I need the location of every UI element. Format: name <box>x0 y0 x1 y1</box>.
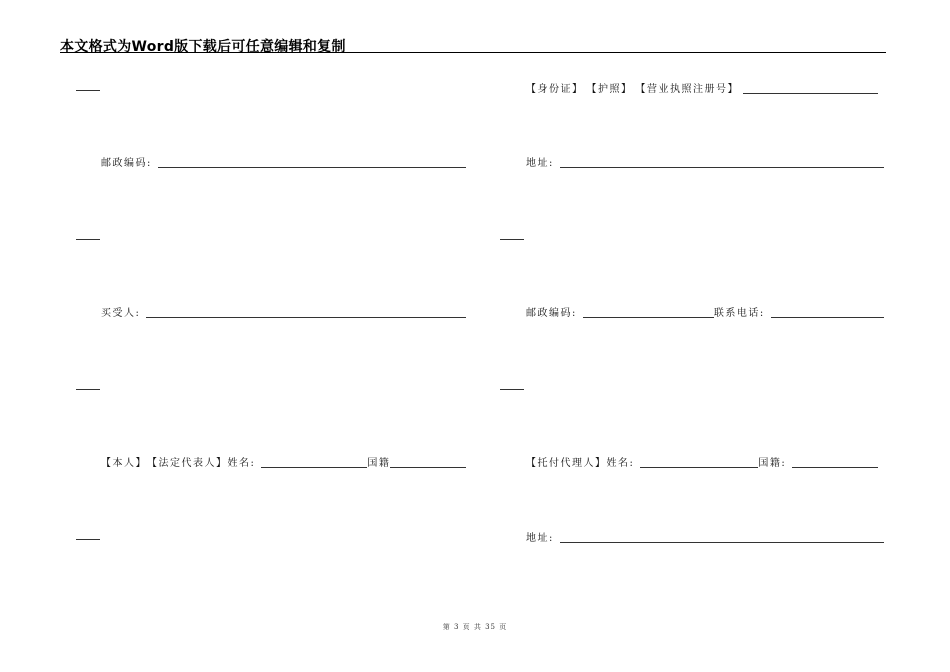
right-address-label: 地址: <box>526 158 554 169</box>
page-number: 第 3 页 共 35 页 <box>442 623 508 631</box>
left-postal-label: 邮政编码: <box>101 158 152 169</box>
legal-rep-row <box>101 454 466 469</box>
left-nationality-field[interactable] <box>390 457 466 468</box>
buyer-row <box>101 304 466 319</box>
right-address-field[interactable] <box>560 157 884 168</box>
left-name-field[interactable] <box>261 457 367 468</box>
right-postal-field[interactable] <box>583 307 714 318</box>
agent-name-label: 姓名: <box>606 458 635 469</box>
bracket-id-card-label: 【身份证】 <box>526 84 584 95</box>
right-address2-row <box>526 529 884 544</box>
left-nationality-label: 国籍 <box>367 458 391 469</box>
bracket-passport-label: 【护照】 <box>586 84 633 95</box>
left-postal-field[interactable] <box>158 157 466 168</box>
bracket-self-label: 【本人】 <box>101 458 147 469</box>
agent-nationality-field[interactable] <box>792 457 878 468</box>
bracket-agent-label: 【托付代理人】 <box>526 458 607 469</box>
left-postal-row <box>101 154 466 169</box>
page-header-title: 本文格式为Word版下载后可任意编辑和复制 <box>60 39 346 55</box>
buyer-label: 买受人: <box>101 308 141 319</box>
buyer-field[interactable] <box>146 307 466 318</box>
left-dash-4 <box>76 539 100 540</box>
bracket-legal-rep-label: 【法定代表人】 <box>147 458 228 469</box>
left-name-label: 姓名: <box>227 458 256 469</box>
left-dash-1 <box>76 90 100 91</box>
right-dash-1 <box>500 239 524 240</box>
bracket-license-label: 【营业执照注册号】 <box>635 84 739 95</box>
right-postal-phone-row <box>526 304 884 319</box>
id-document-row <box>526 80 878 95</box>
right-dash-2 <box>500 389 524 390</box>
agent-row <box>526 454 878 469</box>
right-postal-label: 邮政编码: <box>526 308 577 319</box>
right-address-row <box>526 154 884 169</box>
id-document-field[interactable] <box>743 83 878 94</box>
phone-label: 联系电话: <box>713 308 765 319</box>
left-dash-3 <box>76 389 100 390</box>
header-divider <box>60 52 886 53</box>
agent-nationality-label: 国籍: <box>758 458 787 469</box>
right-address2-label: 地址: <box>526 533 554 544</box>
agent-name-field[interactable] <box>640 457 758 468</box>
right-address2-field[interactable] <box>560 532 884 543</box>
phone-field[interactable] <box>771 307 884 318</box>
left-dash-2 <box>76 239 100 240</box>
